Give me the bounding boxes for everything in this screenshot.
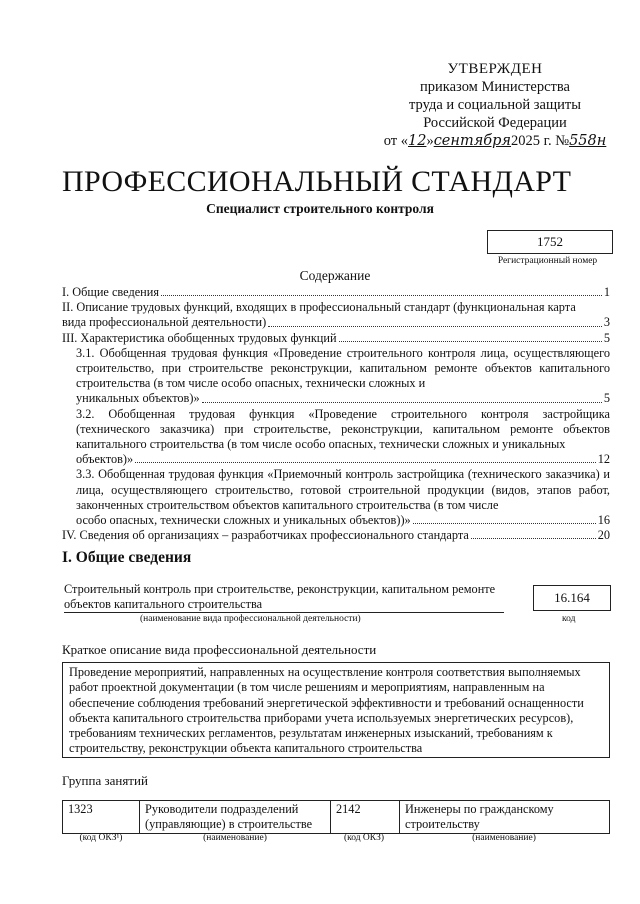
- approval-title: УТВЕРЖДЕН: [447, 61, 543, 77]
- toc-item-text: 3.2. Обобщенная трудовая функция «Проведение строительного контроля застройщика (технического заказчика) при строительстве, реконструкции, капитальном ремонте объектов капитального строительства (в том числе особо опасных, технически сложных и уникальных: [76, 406, 610, 452]
- table-of-contents: [62, 285, 610, 543]
- toc-item-text: уникальных объектов)»: [76, 391, 200, 406]
- occupation-group-label: Группа занятий: [62, 773, 148, 788]
- approval-block: [380, 60, 610, 150]
- handwritten-number: 558н: [569, 133, 607, 149]
- toc-page: 1: [603, 285, 610, 299]
- toc-item-text: вида профессиональной деятельности): [62, 315, 267, 330]
- code-caption: код: [562, 614, 576, 624]
- approval-line: приказом Министерства: [420, 79, 570, 95]
- toc-page: 16: [597, 513, 610, 528]
- toc-item[interactable]: [62, 300, 610, 330]
- caption: (наименование): [203, 833, 267, 843]
- registration-number-box: 1752: [487, 230, 613, 254]
- toc-leader: [413, 523, 596, 524]
- toc-item[interactable]: [62, 467, 610, 528]
- date-prefix: от «: [383, 133, 408, 149]
- occupation-name-cell: Руководители подразделений (управляющие) в строительстве: [140, 801, 331, 834]
- date-year: 2025 г. №: [511, 133, 570, 149]
- occupation-table: [62, 800, 610, 834]
- handwritten-month: сентября: [433, 133, 512, 149]
- toc-item[interactable]: [62, 528, 610, 543]
- okz-code-cell: 1323: [63, 801, 140, 834]
- toc-page: 5: [603, 330, 610, 345]
- toc-item[interactable]: [62, 331, 610, 346]
- document-title: ПРОФЕССИОНАЛЬНЫЙ СТАНДАРТ: [62, 165, 572, 198]
- toc-page: 12: [597, 452, 610, 467]
- brief-description-label: Краткое описание вида профессиональной деятельности: [62, 642, 377, 657]
- toc-leader: [268, 326, 602, 327]
- date-mid: »: [426, 133, 434, 149]
- activity-code: 16.164: [533, 585, 611, 611]
- table-row: [63, 801, 610, 834]
- toc-item-text: 3.3. Обобщенная трудовая функция «Приемочный контроль застройщика (технического заказчика) и лица, осуществляющего строительство, готовой строительной продукции (видов, этапов работ, законченных строительством объектов капитального строительства (в том числе: [76, 467, 610, 512]
- approval-line: труда и социальной защиты: [409, 97, 581, 113]
- toc-item-text: II. Описание трудовых функций, входящих в профессиональный стандарт (функциональная карта: [62, 300, 576, 315]
- registration-label: Регистрационный номер: [497, 256, 598, 266]
- occupation-name-cell: Инженеры по гражданскому строительству: [400, 801, 610, 834]
- activity-caption: (наименование вида профессиональной деятельности): [140, 614, 361, 624]
- okz-code-cell: 2142: [331, 801, 400, 834]
- toc-leader: [202, 402, 602, 403]
- toc-item-text: IV. Сведения об организациях – разработчиках профессионального стандарта: [62, 528, 469, 543]
- toc-leader: [135, 462, 596, 463]
- toc-item-text: III. Характеристика обобщенных трудовых функций: [62, 330, 337, 345]
- toc-leader: [339, 341, 602, 342]
- toc-page: 3: [603, 315, 610, 330]
- activity-name: Строительный контроль при строительстве, реконструкции, капитальном ремонте объектов капитального строительства: [64, 582, 504, 613]
- toc-item-text: особо опасных, технически сложных и уникальных объектов))»: [76, 513, 411, 528]
- toc-item-text: объектов)»: [76, 452, 134, 467]
- toc-item[interactable]: [62, 407, 610, 468]
- toc-leader: [471, 538, 596, 539]
- toc-item-text: I. Общие сведения: [62, 285, 159, 299]
- toc-leader: [161, 295, 602, 296]
- brief-description-box: Проведение мероприятий, направленных на осуществление контроля соответствия выполняемых работ проектной документации (в том числе решениям и мероприятиям, направленным на обеспечение соблюдения требований энергетической эффективности и требований оснащенности объекта капитального строительства приборами учета используемых энергетических ресурсов), требованиям технических регламентов, результатам инженерных изысканий, требованиям к строительству, реконструкции объекта капитального строительства: [62, 662, 610, 758]
- approval-date: [380, 132, 610, 150]
- toc-heading: Содержание: [299, 268, 371, 283]
- occupation-captions: [62, 833, 610, 843]
- caption: (код ОКЗ¹): [79, 833, 123, 843]
- toc-item-text: 3.1. Обобщенная трудовая функция «Проведение строительного контроля лица, осуществляющего строительство, при строительстве реконструкции, капитальном ремонте объектов капитального строительства (в том числе особо опасных, технически сложных и: [76, 345, 610, 391]
- toc-page: 20: [597, 528, 610, 543]
- approval-line: Российской Федерации: [423, 115, 567, 131]
- toc-item[interactable]: [62, 346, 610, 407]
- document-subtitle: Специалист строительного контроля: [206, 201, 434, 216]
- toc-page: 5: [603, 391, 610, 406]
- caption: (код ОКЗ): [343, 833, 385, 843]
- section-heading: I. Общие сведения: [62, 549, 192, 566]
- caption: (наименование): [472, 833, 536, 843]
- toc-item[interactable]: [62, 285, 610, 300]
- handwritten-day: 12: [407, 133, 427, 149]
